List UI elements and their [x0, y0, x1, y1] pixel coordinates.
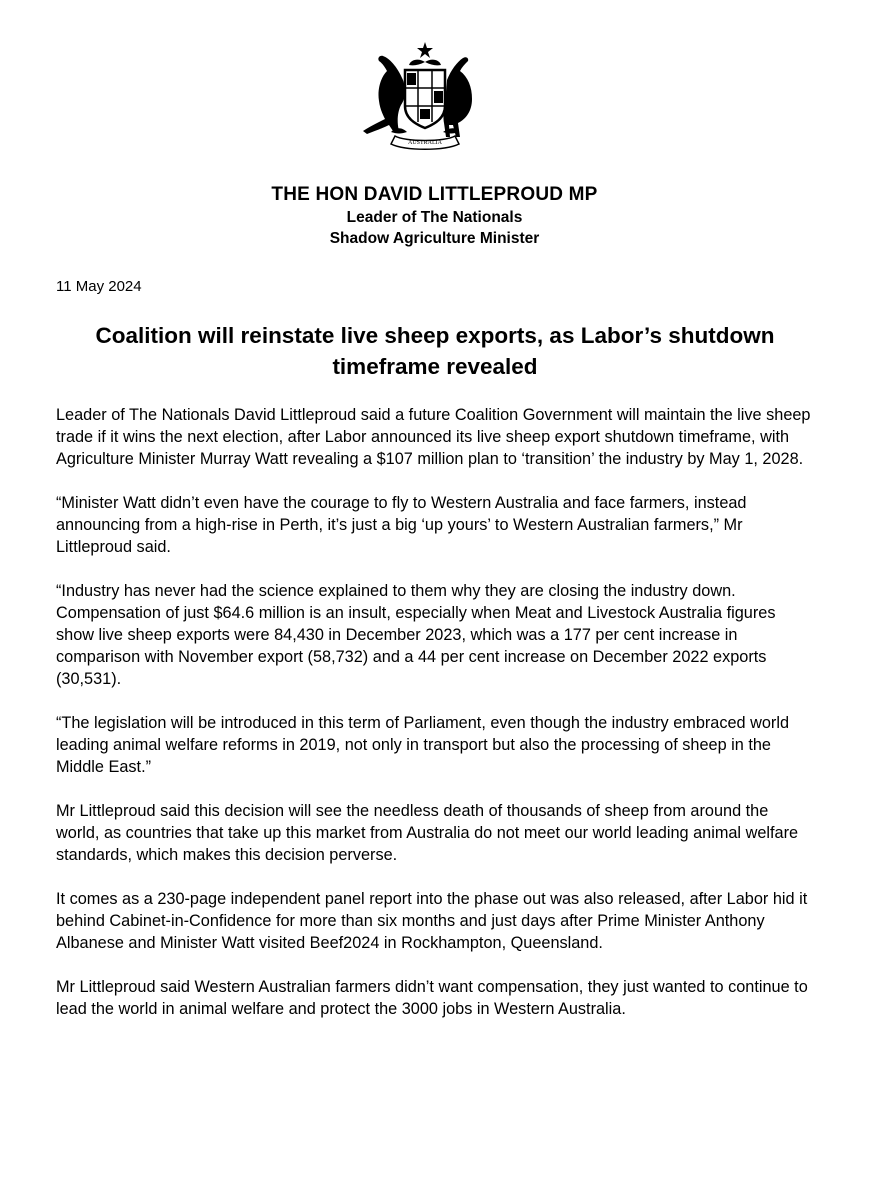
paragraph: Leader of The Nationals David Littleproud said a future Coalition Government will maintain the live sheep trade if it wins the next election, after Labor announced its live sheep export shutdown timeframe, with Agriculture Minister Murray Watt revealing a $107 million plan to ‘transition’ the industry by May 1, 2028.: [56, 406, 811, 468]
sender-role-leader: Leader of The Nationals: [346, 209, 523, 226]
paragraph: “The legislation will be introduced in this term of Parliament, even though the industry embraced world leading animal welfare reforms in 2019, not only in transport but also the processing of sheep in the Middle East.”: [56, 714, 790, 776]
paragraph: “Minister Watt didn’t even have the courage to fly to Western Australia and face farmers, instead announcing from a high-rise in Perth, it’s just a big ‘up yours’ to Western Australian farmers,” Mr Littleproud said.: [56, 494, 747, 556]
coat-of-arms-icon: [355, 40, 495, 160]
release-date: 11 May 2024: [56, 278, 142, 295]
body-text: [56, 404, 816, 1042]
paragraph: “Industry has never had the science explained to them why they are closing the industry down. Compensation of just $64.6 million is an insult, especially when Meat and Livestock Australia figures show live sheep exports were 84,430 in December 2023, which was a 177 per cent increase in comparison with November export (58,732) and a 44 per cent increase on December 2022 exports (30,531).: [56, 582, 776, 688]
paragraph: It comes as a 230-page independent panel report into the phase out was also released, after Labor hid it behind Cabinet-in-Confidence for more than six months and just days after Prime Minister Anthony Albanese and Minister Watt visited Beef2024 in Rockhampton, Queensland.: [56, 890, 808, 952]
svg-text:AUSTRALIA: AUSTRALIA: [408, 140, 442, 146]
paragraph: Mr Littleproud said this decision will see the needless death of thousands of sheep from around the world, as countries that take up this market from Australia do not meet our world leading animal welfare standards, which makes this decision perverse.: [56, 802, 799, 864]
sender-name: THE HON DAVID LITTLEPROUD MP: [271, 184, 598, 205]
headline: Coalition will reinstate live sheep exports, as Labor’s shutdown timeframe revealed: [95, 323, 775, 379]
paragraph: Mr Littleproud said Western Australian farmers didn’t want compensation, they just wanted to continue to lead the world in animal welfare and protect the 3000 jobs in Western Australia.: [56, 978, 808, 1018]
sender-role-shadow-minister: Shadow Agriculture Minister: [329, 230, 540, 247]
letterhead: [0, 183, 869, 249]
